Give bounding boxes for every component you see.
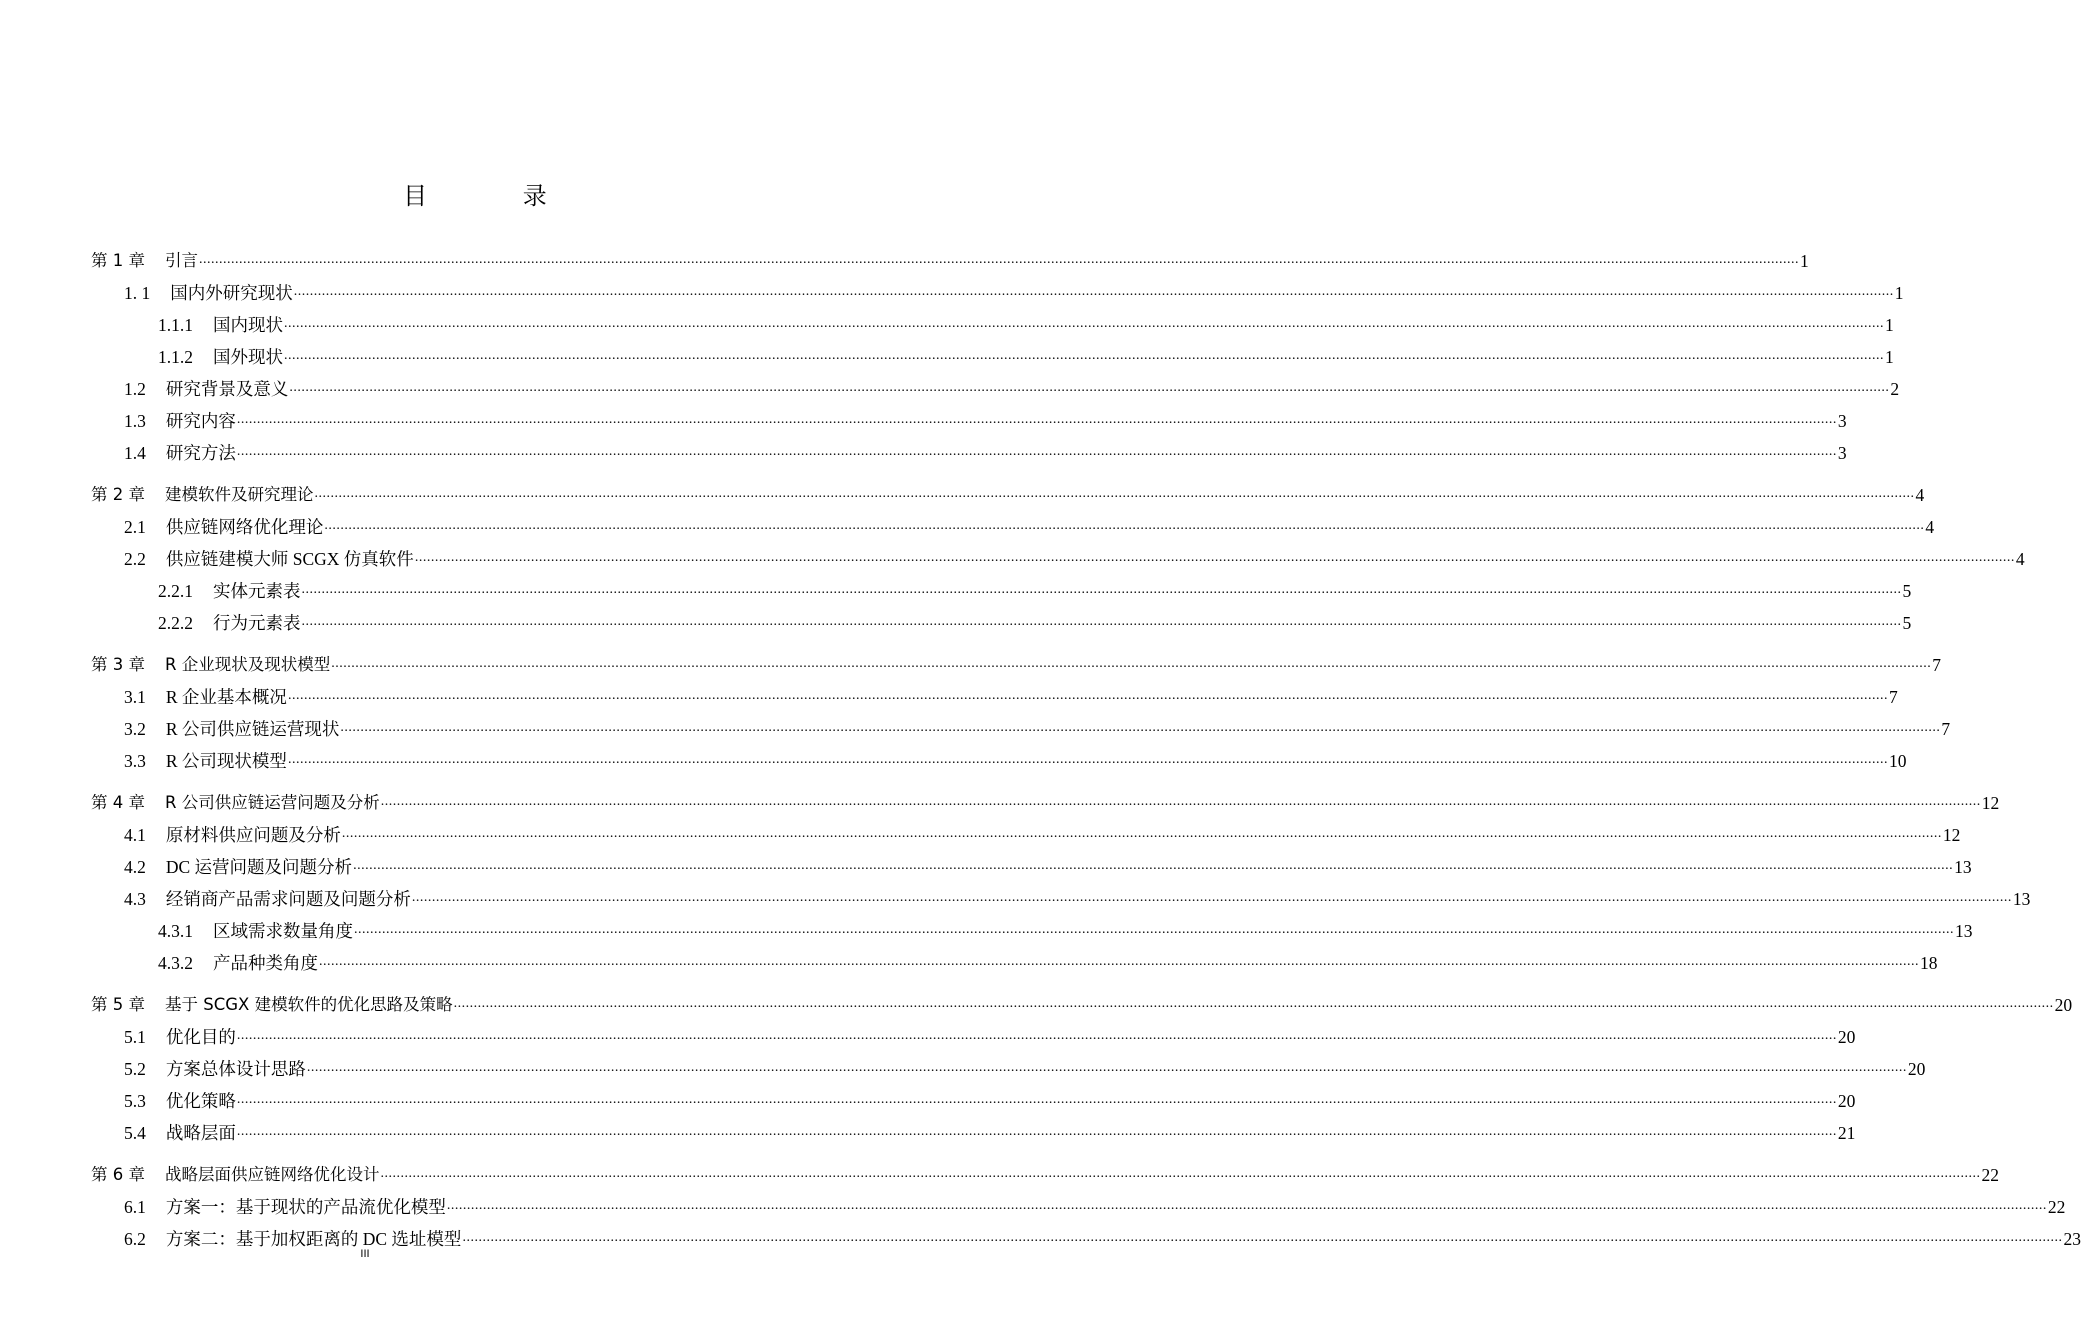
toc-page-number: 5 — [1902, 581, 1912, 601]
toc-page-number: 1 — [1885, 347, 1894, 367]
toc-dot-leader: ................................................................................................................................................................................................................................................................................................................................................................................................................ — [411, 890, 2012, 905]
toc-entry-number: 4.3 — [124, 889, 146, 909]
toc-entry-title: R 企业现状及现状模型 — [165, 655, 331, 674]
toc-entry-title: 方案一：基于现状的产品流优化模型 — [165, 1197, 446, 1217]
toc-page-number: 4 — [1925, 517, 1935, 537]
toc-page-number: 4 — [2015, 549, 2025, 569]
toc-page-number: 22 — [2047, 1197, 2066, 1217]
toc-entry-number: 5.3 — [124, 1091, 146, 1111]
toc-entry-title: 国外现状 — [213, 347, 283, 367]
toc-page-number: 1 — [1894, 283, 1904, 303]
toc-entry-title: 国内外研究现状 — [170, 283, 293, 303]
toc-page-number: 2 — [1890, 379, 1900, 399]
toc-entry-title: R 企业基本概况 — [165, 687, 287, 707]
toc-entry-title: 研究内容 — [165, 411, 236, 431]
toc-entry-number: 1.4 — [124, 443, 146, 463]
toc-page-number: 7 — [1932, 655, 1941, 675]
toc-entry-label — [124, 442, 236, 464]
toc-entry-number: 4.2 — [124, 857, 146, 877]
toc-page-number: 13 — [2012, 889, 2031, 909]
toc-page-number: 22 — [1981, 1165, 1999, 1185]
toc-chapter-entry[interactable] — [0, 482, 1925, 506]
toc-entry-number: 1. 1 — [124, 283, 151, 303]
toc-entry-number: 第 5 章 — [91, 995, 145, 1014]
toc-dot-leader: ................................................................................................................................................................................................................................................................................................................................................................................................................ — [354, 922, 1954, 937]
toc-section-entry[interactable] — [0, 918, 1973, 942]
toc-entry-label — [91, 994, 453, 1016]
toc-section-entry[interactable] — [0, 280, 1904, 304]
toc-page-number: 12 — [1981, 793, 2000, 813]
toc-dot-leader: ................................................................................................................................................................................................................................................................................................................................................................................................................ — [284, 348, 1884, 363]
toc-entry-number: 6.1 — [124, 1197, 146, 1217]
toc-entry-label — [158, 346, 283, 368]
toc-entry-number: 第 6 章 — [91, 1165, 145, 1184]
toc-entry-label — [91, 792, 380, 814]
toc-entry-title: 区域需求数量角度 — [213, 921, 353, 941]
page-title: 目 录 — [403, 182, 591, 210]
toc-entry-label — [124, 378, 288, 400]
toc-dot-leader: ................................................................................................................................................................................................................................................................................................................................................................................................................ — [306, 1060, 1907, 1075]
toc-entry-number: 第 4 章 — [91, 793, 145, 812]
toc-entry-number: 第 3 章 — [91, 655, 145, 674]
toc-page-number: 3 — [1837, 443, 1847, 463]
toc-dot-leader: ................................................................................................................................................................................................................................................................................................................................................................................................................ — [199, 252, 1799, 267]
toc-entry-number: 2.2.1 — [158, 581, 193, 601]
toc-dot-leader: ................................................................................................................................................................................................................................................................................................................................................................................................................ — [340, 720, 1941, 735]
toc-section-entry[interactable] — [0, 610, 1912, 634]
toc-section-entry[interactable] — [0, 408, 1847, 432]
toc-entry-number: 3.2 — [124, 719, 146, 739]
toc-entry-title: 供应链网络优化理论 — [165, 517, 324, 537]
toc-section-entry[interactable] — [0, 950, 1938, 974]
toc-chapter-entry[interactable] — [0, 652, 1941, 676]
toc-dot-leader: ................................................................................................................................................................................................................................................................................................................................................................................................................ — [341, 826, 1942, 841]
toc-dot-leader: ................................................................................................................................................................................................................................................................................................................................................................................................................ — [380, 794, 1981, 809]
toc-dot-leader: ................................................................................................................................................................................................................................................................................................................................................................................................................ — [414, 550, 2015, 565]
toc-entry-title: 优化策略 — [165, 1091, 236, 1111]
toc-entry-title: 研究方法 — [165, 443, 236, 463]
toc-page-number: 5 — [1902, 613, 1912, 633]
toc-entry-number: 5.1 — [124, 1027, 146, 1047]
toc-section-entry[interactable] — [0, 440, 1847, 464]
toc-entry-title: R 公司供应链运营问题及分析 — [165, 793, 380, 812]
toc-entry-number: 第 2 章 — [91, 485, 145, 504]
toc-entry-number: 3.3 — [124, 751, 146, 771]
toc-page-number: 3 — [1837, 411, 1847, 431]
toc-entry-label — [124, 1196, 446, 1218]
toc-entry-number: 1.2 — [124, 379, 146, 399]
toc-entry-label — [124, 718, 339, 740]
toc-page-number: 4 — [1915, 485, 1925, 505]
toc-page-number: 7 — [1888, 687, 1898, 707]
toc-entry-label — [91, 250, 198, 272]
toc-dot-leader: ................................................................................................................................................................................................................................................................................................................................................................................................................ — [236, 1124, 1837, 1139]
toc-section-entry[interactable] — [0, 1056, 1926, 1080]
toc-dot-leader: ................................................................................................................................................................................................................................................................................................................................................................................................................ — [287, 752, 1888, 767]
toc-section-entry[interactable] — [0, 854, 1972, 878]
toc-entry-label — [124, 282, 293, 304]
toc-section-entry[interactable] — [0, 748, 1907, 772]
toc-page-number: 13 — [1955, 921, 1973, 941]
toc-page-number: 12 — [1942, 825, 1961, 845]
toc-dot-leader: ................................................................................................................................................................................................................................................................................................................................................................................................................ — [236, 1092, 1837, 1107]
toc-entry-title: 行为元素表 — [213, 613, 301, 633]
toc-entry-label — [124, 686, 287, 708]
toc-entry-title: R 公司供应链运营现状 — [165, 719, 340, 739]
toc-dot-leader: ................................................................................................................................................................................................................................................................................................................................................................................................................ — [331, 656, 1932, 671]
toc-section-entry[interactable] — [0, 822, 1961, 846]
toc-entry-title: 引言 — [165, 251, 198, 270]
toc-entry-number: 1.1.1 — [158, 315, 193, 335]
toc-entry-title: 建模软件及研究理论 — [165, 485, 314, 504]
toc-section-entry[interactable] — [0, 1194, 2066, 1218]
toc-page-number: 13 — [1954, 857, 1972, 877]
toc-entry-label — [124, 1122, 236, 1144]
toc-entry-label — [91, 484, 314, 506]
toc-dot-leader: ................................................................................................................................................................................................................................................................................................................................................................................................................ — [287, 688, 1888, 703]
toc-entry-title: 经销商产品需求问题及问题分析 — [165, 889, 411, 909]
toc-page-number: 23 — [2063, 1229, 2081, 1249]
toc-entry-number: 3.1 — [124, 687, 146, 707]
toc-entry-title: 研究背景及意义 — [165, 379, 289, 399]
toc-entry-label — [124, 856, 352, 878]
toc-dot-leader: ................................................................................................................................................................................................................................................................................................................................................................................................................ — [301, 614, 1902, 629]
toc-dot-leader: ................................................................................................................................................................................................................................................................................................................................................................................................................ — [453, 996, 2054, 1011]
toc-page-number: 21 — [1837, 1123, 1856, 1143]
toc-entry-label — [124, 824, 341, 846]
toc-page-number: 1 — [1800, 251, 1809, 271]
toc-dot-leader: ................................................................................................................................................................................................................................................................................................................................................................................................................ — [353, 858, 1954, 873]
toc-entry-label — [124, 1228, 461, 1250]
toc-entry-label — [124, 548, 414, 570]
toc-dot-leader: ................................................................................................................................................................................................................................................................................................................................................................................................................ — [324, 518, 1925, 533]
toc-entry-number: 4.3.1 — [158, 921, 193, 941]
toc-entry-label — [124, 516, 323, 538]
toc-entry-number: 4.1 — [124, 825, 146, 845]
toc-entry-label — [124, 1058, 306, 1080]
toc-dot-leader: ................................................................................................................................................................................................................................................................................................................................................................................................................ — [236, 444, 1837, 459]
toc-entry-number: 2.2.2 — [158, 613, 193, 633]
toc-page-number: 20 — [1907, 1059, 1926, 1079]
toc-entry-number: 5.4 — [124, 1123, 146, 1143]
toc-dot-leader: ................................................................................................................................................................................................................................................................................................................................................................................................................ — [314, 486, 1915, 501]
toc-entry-title: 国内现状 — [213, 315, 283, 335]
toc-entry-number: 2.2 — [124, 549, 146, 569]
toc-entry-number: 5.2 — [124, 1059, 146, 1079]
toc-page-number: 1 — [1885, 315, 1894, 335]
toc-entry-number: 1.1.2 — [158, 347, 193, 367]
toc-dot-leader: ................................................................................................................................................................................................................................................................................................................................................................................................................ — [236, 1028, 1837, 1043]
toc-entry-title: 实体元素表 — [213, 581, 301, 601]
toc-entry-label — [124, 750, 287, 772]
toc-dot-leader: ................................................................................................................................................................................................................................................................................................................................................................................................................ — [319, 954, 1919, 969]
toc-entry-title: 产品种类角度 — [213, 953, 318, 973]
toc-entry-title: 优化目的 — [165, 1027, 236, 1047]
toc-entry-title: 战略层面供应链网络优化设计 — [165, 1165, 380, 1184]
toc-page-number: 10 — [1888, 751, 1907, 771]
toc-entry-label — [158, 952, 318, 974]
toc-page-number: 20 — [1837, 1027, 1856, 1047]
toc-page-number: 18 — [1920, 953, 1938, 973]
toc-dot-leader: ................................................................................................................................................................................................................................................................................................................................................................................................................ — [289, 380, 1890, 395]
toc-entry-label — [124, 1026, 236, 1048]
toc-entry-number: 4.3.2 — [158, 953, 193, 973]
toc-chapter-entry[interactable] — [0, 992, 2073, 1016]
toc-entry-title: 原材料供应问题及分析 — [165, 825, 341, 845]
toc-entry-title: R 公司现状模型 — [165, 751, 287, 771]
toc-chapter-entry[interactable] — [0, 248, 1809, 272]
toc-section-entry[interactable] — [0, 376, 1900, 400]
toc-section-entry[interactable] — [0, 1088, 1856, 1112]
toc-dot-leader: ................................................................................................................................................................................................................................................................................................................................................................................................................ — [446, 1198, 2047, 1213]
toc-entry-label — [158, 920, 353, 942]
toc-entry-title: DC 运营问题及问题分析 — [165, 857, 353, 877]
toc-section-entry[interactable] — [0, 716, 1951, 740]
toc-dot-leader: ................................................................................................................................................................................................................................................................................................................................................................................................................ — [293, 284, 1894, 299]
toc-entry-label — [91, 654, 330, 676]
toc-dot-leader: ................................................................................................................................................................................................................................................................................................................................................................................................................ — [380, 1166, 1981, 1181]
toc-page-number: 20 — [2054, 995, 2073, 1015]
toc-entry-title: 供应链建模大师 SCGX 仿真软件 — [165, 549, 414, 569]
toc-section-entry[interactable] — [0, 578, 1912, 602]
toc-entry-title: 战略层面 — [165, 1123, 236, 1143]
page-number-footer: III — [360, 1248, 370, 1260]
toc-dot-leader: ................................................................................................................................................................................................................................................................................................................................................................................................................ — [462, 1230, 2063, 1245]
toc-entry-title: 方案二：基于加权距离的 DC 选址模型 — [165, 1229, 462, 1249]
toc-dot-leader: ................................................................................................................................................................................................................................................................................................................................................................................................................ — [284, 316, 1884, 331]
toc-entry-number: 1.3 — [124, 411, 146, 431]
toc-entry-number: 2.1 — [124, 517, 146, 537]
toc-section-entry[interactable] — [0, 546, 2025, 570]
toc-entry-title: 基于 SCGX 建模软件的优化思路及策略 — [165, 995, 453, 1014]
toc-section-entry[interactable] — [0, 344, 1894, 368]
toc-section-entry[interactable] — [0, 1226, 2081, 1250]
toc-entry-label — [158, 580, 301, 602]
toc-section-entry[interactable] — [0, 1120, 1856, 1144]
toc-section-entry[interactable] — [0, 684, 1898, 708]
toc-entry-label — [91, 1164, 380, 1186]
toc-page-number: 7 — [1941, 719, 1951, 739]
toc-entry-title: 方案总体设计思路 — [165, 1059, 306, 1079]
toc-section-entry[interactable] — [0, 886, 2031, 910]
toc-dot-leader: ................................................................................................................................................................................................................................................................................................................................................................................................................ — [236, 412, 1837, 427]
toc-chapter-entry[interactable] — [0, 1162, 1999, 1186]
toc-entry-number: 6.2 — [124, 1229, 146, 1249]
toc-entry-label — [158, 314, 283, 336]
toc-section-entry[interactable] — [0, 1024, 1856, 1048]
toc-dot-leader: ................................................................................................................................................................................................................................................................................................................................................................................................................ — [301, 582, 1902, 597]
toc-chapter-entry[interactable] — [0, 790, 2000, 814]
toc-entry-label — [124, 888, 411, 910]
toc-entry-label — [124, 410, 236, 432]
toc-section-entry[interactable] — [0, 312, 1894, 336]
toc-entry-label — [158, 612, 301, 634]
toc-entry-label — [124, 1090, 236, 1112]
toc-entry-number: 第 1 章 — [91, 251, 145, 270]
toc-section-entry[interactable] — [0, 514, 1935, 538]
toc-page-number: 20 — [1837, 1091, 1856, 1111]
